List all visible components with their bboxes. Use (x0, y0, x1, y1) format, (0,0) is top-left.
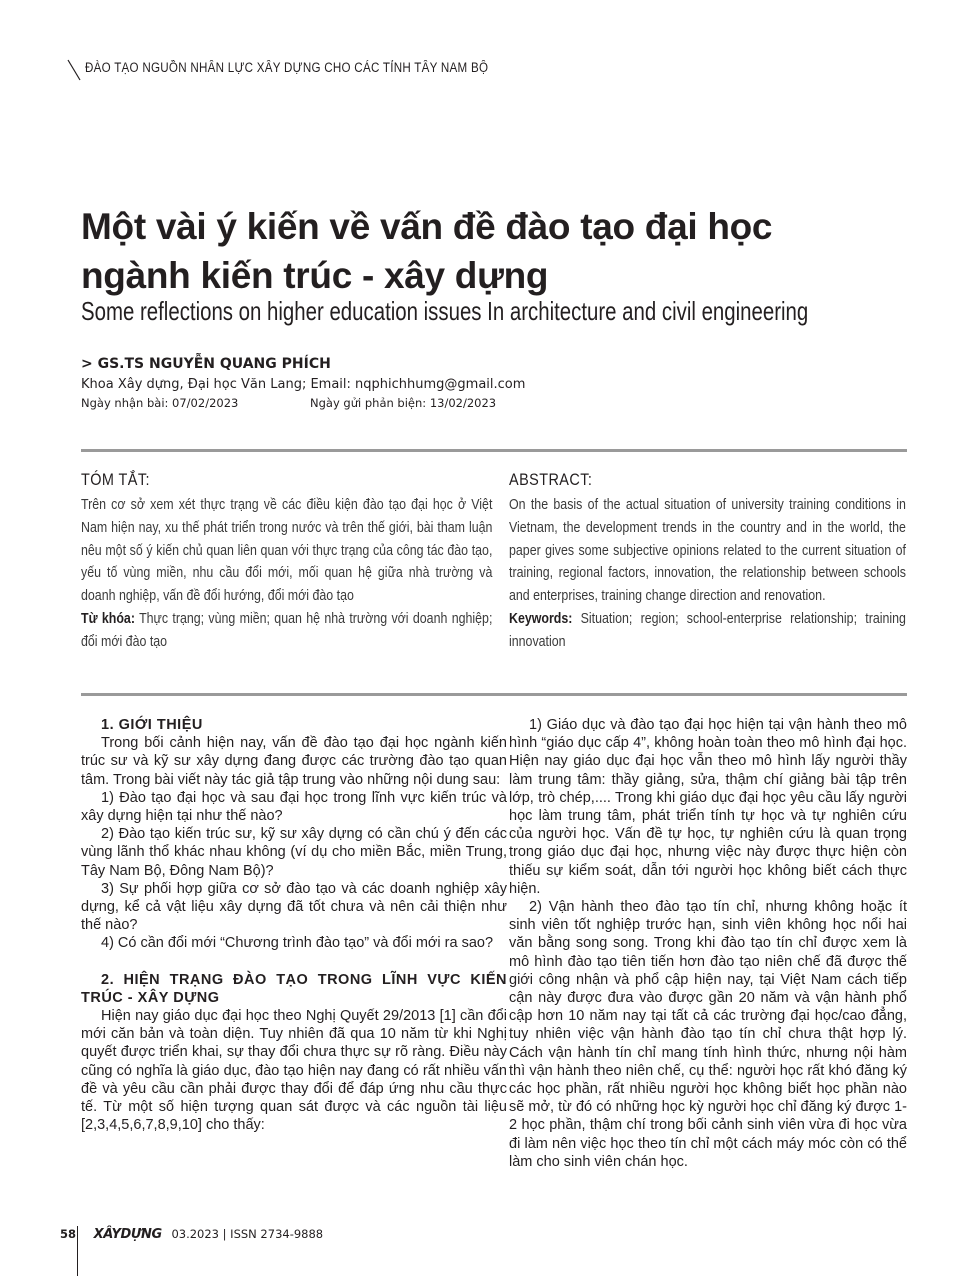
review-date: Ngày gửi phản biện: 13/02/2023 (310, 396, 497, 410)
top-divider (81, 449, 907, 452)
summary-en-keywords-label: Keywords: (509, 610, 573, 627)
magazine-name: XÂYDỰNG (93, 1227, 162, 1242)
section-1-question-2: 2) Đào tạo kiến trúc sư, kỹ sư xây dựng có cần chú ý đến các vùng lãnh thổ khác nhau không (ví dụ cho miền Bắc, miền Trung, Tây Nam Bộ, Đông Nam Bộ)? (81, 826, 507, 879)
article-title (81, 202, 901, 300)
section-2-heading: 2. HIỆN TRẠNG ĐÀO TẠO TRONG LĨNH VỰC KIẾN TRÚC - XÂY DỰNG (81, 971, 507, 1006)
page-number: 58 (60, 1227, 77, 1241)
article-title-line2: ngành kiến trúc - xây dựng (81, 255, 549, 296)
summary-en-heading: ABSTRACT: (509, 470, 593, 489)
running-header: ĐÀO TẠO NGUỒN NHÂN LỰC XÂY DỰNG CHO CÁC TỈNH TÂY NAM BỘ (85, 60, 489, 75)
issue-number: 03.2023 (171, 1227, 219, 1241)
section-1-question-1: 1) Đào tạo đại học và sau đại học trong lĩnh vực kiến trúc và xây dựng hiện tại như thế nào? (81, 789, 507, 825)
article-dates (81, 396, 497, 410)
abstract-divider (81, 693, 907, 696)
body-column-left (81, 716, 507, 1134)
article-title-line1: Một vài ý kiến về vấn đề đào tạo đại học (81, 206, 773, 247)
issn: | ISSN 2734-9888 (222, 1227, 324, 1241)
summary-vi-text: Trên cơ sở xem xét thực trạng về các điều kiện đào tạo đại học ở Việt Nam hiện nay, xu thế phát triển trong nước và trên thế giới, bài tham luận nêu một số ý kiến chủ quan liên quan với thực trạng của công tác đào tạo, yếu tố vùng miền, nhu cầu đổi mới, mối quan hệ giữa nhà trường và doanh nghiệp, vấn đề đổi hướng, đổi mới đào tạo (81, 497, 493, 605)
section-1-question-3: 3) Sự phối hợp giữa cơ sở đào tạo và các doanh nghiệp xây dựng, kể cả vật liệu xây dựng đã tốt chưa và nên cải thiện như thế nào? (81, 880, 507, 934)
summary-en-text: On the basis of the actual situation of university training conditions in Vietnam, the development trends in the country and in the world, the paper gives some subjective opinions related to the current situation of training, regional factors, innovation, the relationship between schools and enterprises, training change direction and renovation. (509, 497, 906, 605)
right-paragraph-1: 1) Giáo dục và đào tạo đại học hiện tại vận hành theo mô hình “giáo dục cấp 4”, không hoàn toàn theo mô hình đại học. Hiện nay giáo dục đại học vẫn theo mô hình lấy người thầy làm trung tâm: thầy giảng, sửa, thậm chí giảng bài tập trên lớp, trò chép,.... Trong khi giáo dục đại học yêu cầu lấy người học làm trung tâm, phát triển tính tự học và tự nghiên cứu của người học. Vấn đề tự học, tự nghiên cứu là quan trọng trong giáo dục đại học, nhưng việc này được thực hiện còn thiếu sự kiểm soát, dẫn tới người học không biết cách thực hiện. (509, 717, 907, 897)
section-1-paragraph: Trong bối cảnh hiện nay, vấn đề đào tạo đại học ngành kiến trúc sư và kỹ sư xây dựng đang được các trường đào tạo quan tâm. Trong bài viết này tác giả tập trung vào những nội dung sau: (81, 735, 507, 788)
section-1-heading: 1. GIỚI THIỆU (101, 717, 203, 733)
summary-en-keywords: Situation; region; school-enterprise relationship; training innovation (509, 610, 906, 650)
summary-vi-keywords: Thực trạng; vùng miền; quan hệ nhà trường với doanh nghiệp; đổi mới đào tạo (81, 610, 493, 650)
body-column-right (509, 716, 907, 1171)
author-affiliation: Khoa Xây dựng, Đại học Văn Lang; Email: nqphichhumg@gmail.com (81, 377, 526, 392)
section-1-question-4: 4) Có cần đổi mới “Chương trình đào tạo” và đổi mới ra sao? (101, 935, 494, 952)
right-paragraph-2: 2) Vận hành theo đào tạo tín chỉ, nhưng không hoặc ít sinh viên tốt nghiệp trước hạn, sinh viên không học nổi hai văn bằng song song. Trong khi đào tạo tín chỉ được xem là mô hình đào tạo tiên tiến hơn đào tạo niên chế đã được thế giới công nhận và phổ cập hiện nay, tại Việt Nam cách tiếp cận này được đưa vào được gần 20 năm và vận hành phổ cập hơn 10 năm nay tại tất cả các trường đại học/cao đẳng, tuy nhiên việc vận hành đào tạo tín chỉ chưa thật hợp lý. Cách vận hành tín chỉ mang tính hình thức, nhưng nội hàm thì vận hành theo niên chế, cụ thể: người học rất khó đăng ký các học phần, rất nhiều người học không biết học phần nào sẽ mở, từ đó có những học kỳ người học chỉ đăng ký được 1-2 học phần, thậm chí trong bối cảnh sinh viên vừa đi học vừa đi làm nên việc học theo tín chỉ một cách máy móc còn có thể làm cho sinh viên chán học. (509, 899, 907, 1170)
received-date: Ngày nhận bài: 07/02/2023 (81, 396, 239, 410)
summary-en (509, 494, 906, 654)
article-subtitle: Some reflections on higher education issues In architecture and civil engineering (81, 296, 809, 326)
section-2-paragraph: Hiện nay giáo dục đại học theo Nghị Quyết 29/2013 [1] cần đổi mới căn bản và toàn diện. Tuy nhiên đã qua 10 năm từ khi Nghị quyết được triển khai, sự thay đổi chưa thực sự rõ ràng. Điều này cũng có nghĩa là giáo dục, đào tạo hiện nay đang có rất nhiều vấn đề và yêu cầu cần phải được thay đổi để đáp ứng nhu cầu thực tế. Từ một số hiện tượng quan sát được và các nguồn tài liệu [2,3,4,5,6,7,8,9,10] cho thấy: (81, 1008, 507, 1134)
summary-vi (81, 494, 492, 654)
author-name: > GS.TS NGUYỄN QUANG PHÍCH (81, 356, 331, 372)
summary-vi-keywords-label: Từ khóa: (81, 610, 135, 627)
page-footer (60, 1227, 323, 1242)
header-slash-mark (66, 58, 82, 82)
summary-vi-heading: TÓM TẮT: (81, 470, 150, 489)
